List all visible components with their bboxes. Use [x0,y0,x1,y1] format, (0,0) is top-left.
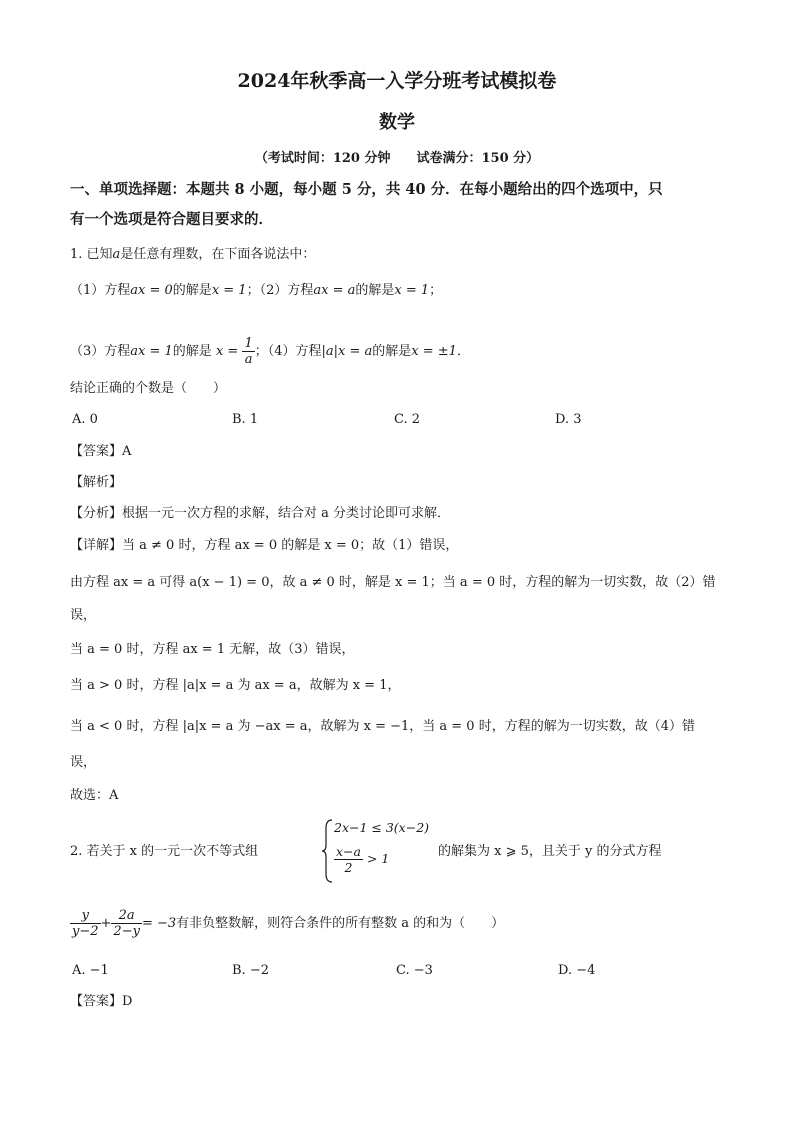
q1-s1-label: （1）方程 [70,283,131,298]
q1-s4-end: ． [456,344,470,359]
q1-option-d[interactable]: D. 3 [555,412,582,427]
left-brace-icon [322,818,334,884]
q2-stem-b: 的解集为 x ⩾ 5，且关于 y 的分式方程 [438,844,662,859]
section-heading-line1: 一、单项选择题：本题共 8 小题，每小题 5 分，共 40 分．在每小题给出的四个选项中，只 [70,181,663,198]
q1-s3-denominator: a [244,352,253,367]
answer-tag: 【答案】 [70,444,123,459]
answer-value: D [122,994,133,1009]
fenxi-tag: 【分析】 [70,506,123,521]
q1-fenxi [70,505,450,523]
q1-detail-4: 当 a > 0 时，方程 |a|x = a 为 ax = a，故解为 x = 1， [70,678,401,693]
q1-s4-equation: |a|x = a [321,344,373,359]
q1-s3-label: （3）方程 [70,344,131,359]
q1-detail-5b: 误， [70,755,97,770]
q1-analysis-tag: 【解析】 [70,475,123,490]
q1-s2-end: ； [429,283,443,298]
q2-option-a[interactable]: A. −1 [72,963,109,978]
q2-option-d[interactable]: D. −4 [558,963,596,978]
q1-s2-solution: x = 1 [394,283,430,298]
q2-option-c[interactable]: C. −3 [396,963,433,978]
q2-fraction-1 [70,908,101,939]
q1-detail-2: 由方程 ax = a 可得 a(x − 1) = 0，故 a ≠ 0 时，解是 x = 1；当 a = 0 时，方程的解为一切实数，故（2）错 [70,575,716,590]
q1-s2-label: ；（2）方程 [246,283,314,298]
subject-title: 数学 [379,112,415,133]
q2-fraction-1-numerator: y [70,908,101,924]
q2-stem-a: 2. 若关于 x 的一元一次不等式组 [70,844,259,859]
q2-system-line2 [334,844,389,875]
q2-option-b[interactable]: B. −2 [232,963,269,978]
q2-stem-c: 有非负整数解，则符合条件的所有整数 a 的和为（ ） [176,916,505,931]
q2-system-line1: 2x−1 ≤ 3(x−2) [334,820,430,835]
q1-s1-equation: ax = 0 [130,283,173,298]
q1-option-a[interactable]: A. 0 [72,412,98,427]
q2-equation-rhs: = −3 [141,916,177,931]
q1-option-b[interactable]: B. 1 [232,412,259,427]
q1-statements-3-4 [70,322,470,382]
q1-s3-equation: ax = 1 [130,344,173,359]
q1-statements-1-2 [70,282,442,300]
q1-stem-prefix: 1. 已知 [70,247,113,262]
q1-detail-1 [70,537,458,555]
q1-detail-3: 当 a = 0 时，方程 ax = 1 无解，故（3）错误， [70,642,355,657]
q1-s3-numerator: 1 [244,336,253,351]
q1-option-c[interactable]: C. 2 [394,412,421,427]
detail-text-1: 当 a ≠ 0 时，方程 ax = 0 的解是 x = 0；故（1）错误， [122,538,459,553]
q1-choose: 故选：A [70,788,119,803]
answer-value: A [122,444,132,459]
q2-fraction-2-numerator: 2a [111,908,142,924]
q2-system-numerator: x−a [336,844,361,859]
q2-fraction-2 [111,908,142,939]
q1-stem [70,246,315,264]
answer-tag: 【答案】 [70,994,123,1009]
q1-s3-solution-lhs: x = [215,344,239,359]
q1-s4-solution: x = ±1 [411,344,457,359]
q2-system-rhs: > 1 [366,851,390,866]
q1-detail-5: 当 a < 0 时，方程 |a|x = a 为 −ax = a，故解为 x = −1，当 a = 0 时，方程的解为一切实数，故（4）错 [70,719,695,734]
q1-s3-mid: 的解是 [172,344,212,359]
section-heading-line2: 有一个选项是符合题目要求的． [70,211,273,228]
q1-s1-solution: x = 1 [211,283,247,298]
q1-s1-mid: 的解是 [172,283,212,298]
q1-s3-fraction [242,336,254,367]
q1-s2-mid: 的解是 [355,283,395,298]
q1-conclusion: 结论正确的个数是（ ） [70,381,227,396]
q1-s2-equation: ax = a [313,283,356,298]
q1-stem-suffix: 是任意有理数，在下面各说法中： [120,247,316,262]
q1-answer [70,443,131,461]
q1-s4-mid: 的解是 [372,344,412,359]
q2-equation-line [70,904,504,944]
q2-system-denominator: 2 [344,860,353,875]
q2-inequality-system [322,818,434,884]
detail-tag: 【详解】 [70,538,123,553]
q2-plus: + [100,916,112,931]
q2-fraction-2-denominator: 2−y [113,924,140,939]
exam-meta: （考试时间：120 分钟 试卷满分：150 分） [254,151,540,166]
q1-detail-2b: 误， [70,608,97,623]
q2-answer [70,993,132,1011]
q2-fraction-1-denominator: y−2 [72,924,99,939]
q1-stem-var: a [112,247,121,262]
q2-system-fraction [334,844,363,875]
q1-s4-label: ；（4）方程 [254,344,322,359]
fenxi-text: 根据一元一次方程的求解，结合对 a 分类讨论即可求解． [122,506,451,521]
exam-title: 2024年秋季高一入学分班考试模拟卷 [237,70,557,92]
